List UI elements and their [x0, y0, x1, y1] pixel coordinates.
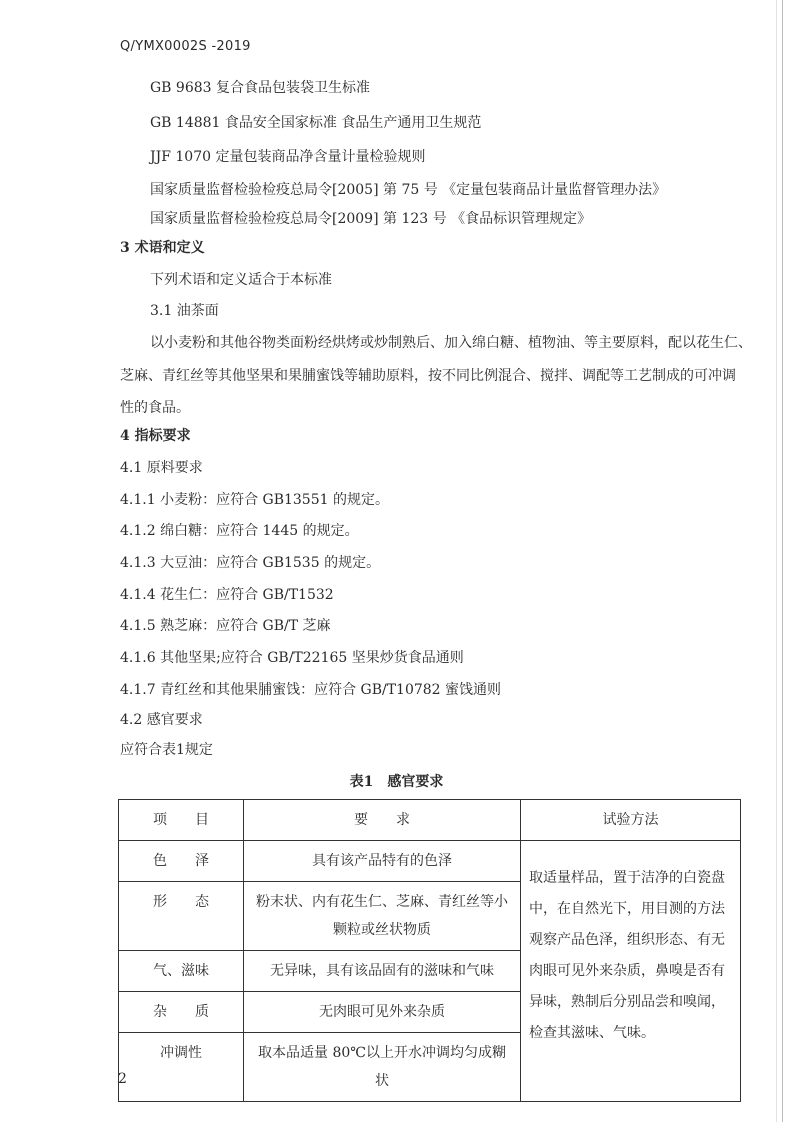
- row-item: 杂 质: [119, 992, 244, 1033]
- reference-gb9683: GB 9683 复合食品包装袋卫生标准: [150, 80, 371, 96]
- table-caption: 表1 感官要求: [349, 774, 444, 790]
- section-3-heading: 3 术语和定义: [120, 240, 205, 256]
- row-item: 色 泽: [119, 841, 244, 882]
- section-4-heading: 4 指标要求: [120, 428, 191, 444]
- section-4-1: 4.1 原料要求: [120, 460, 203, 476]
- page-number: 2: [118, 1071, 127, 1087]
- header-item: 项 目: [119, 800, 244, 841]
- test-method-cell: 取适量样品，置于洁净的白瓷盘中，在自然光下，用目测的方法观察产品色泽，组织形态、有无肉眼可见外来杂质，鼻嗅是否有异味，熟制后分别品尝和嗅闻，检查其滋味、气味。: [521, 841, 741, 1102]
- row-requirement: 无异味，具有该品固有的滋味和气味: [244, 951, 521, 992]
- row-requirement: 无肉眼可见外来杂质: [244, 992, 521, 1033]
- row-item: 冲调性: [119, 1033, 244, 1102]
- page-edge-line-inner: [776, 0, 777, 1122]
- section-3-1-title: 3.1 油茶面: [150, 303, 219, 319]
- section-4-1-4: 4.1.4 花生仁：应符合 GB/T1532: [120, 587, 334, 603]
- row-item: 气、滋味: [119, 951, 244, 992]
- section-3-intro: 下列术语和定义适合于本标准: [150, 272, 332, 288]
- section-4-1-6: 4.1.6 其他坚果;应符合 GB/T22165 坚果炒货食品通则: [120, 650, 464, 666]
- section-4-1-1: 4.1.1 小麦粉：应符合 GB13551 的规定。: [120, 492, 389, 508]
- section-4-1-5: 4.1.5 熟芝麻：应符合 GB/T 芝麻: [120, 618, 331, 634]
- row-requirement: 粉末状、内有花生仁、芝麻、青红丝等小颗粒或丝状物质: [244, 882, 521, 951]
- definition-line-1: 以小麦粉和其他谷物类面粉经烘烤或炒制熟后、加入绵白糖、植物油、等主要原料，配以花生仁、: [150, 335, 752, 351]
- section-4-1-3: 4.1.3 大豆油：应符合 GB1535 的规定。: [120, 555, 381, 571]
- reference-gb14881: GB 14881 食品安全国家标准 食品生产通用卫生规范: [150, 115, 482, 131]
- reference-order-75: 国家质量监督检验检疫总局令[2005] 第 75 号 《定量包装商品计量监督管理办法》: [150, 182, 667, 198]
- table-row: [119, 841, 741, 882]
- definition-line-3: 性的食品。: [120, 400, 190, 416]
- row-requirement: 取本品适量 80℃以上开水冲调均匀成糊状: [244, 1033, 521, 1102]
- sensory-requirements-table: [118, 799, 741, 1102]
- reference-jjf1070: JJF 1070 定量包装商品净含量计量检验规则: [150, 149, 426, 165]
- section-4-1-7: 4.1.7 青红丝和其他果脯蜜饯：应符合 GB/T10782 蜜饯通则: [120, 682, 502, 698]
- row-requirement: 具有该产品特有的色泽: [244, 841, 521, 882]
- reference-order-123: 国家质量监督检验检疫总局令[2009] 第 123 号 《食品标识管理规定》: [150, 211, 592, 227]
- table-header-row: [119, 800, 741, 841]
- document-code-header: Q/YMX0002S -2019: [120, 39, 251, 54]
- header-test-method: 试验方法: [521, 800, 741, 841]
- section-4-1-2: 4.1.2 绵白糖：应符合 1445 的规定。: [120, 523, 359, 539]
- definition-line-2: 芝麻、青红丝等其他坚果和果脯蜜饯等辅助原料，按不同比例混合、搅拌、调配等工艺制成的可冲调: [120, 368, 736, 384]
- table-reference-note: 应符合表1规定: [120, 742, 213, 758]
- section-4-2: 4.2 感官要求: [120, 712, 203, 728]
- page-edge-line: [782, 0, 783, 1122]
- header-requirement: 要 求: [244, 800, 521, 841]
- row-item: 形 态: [119, 882, 244, 951]
